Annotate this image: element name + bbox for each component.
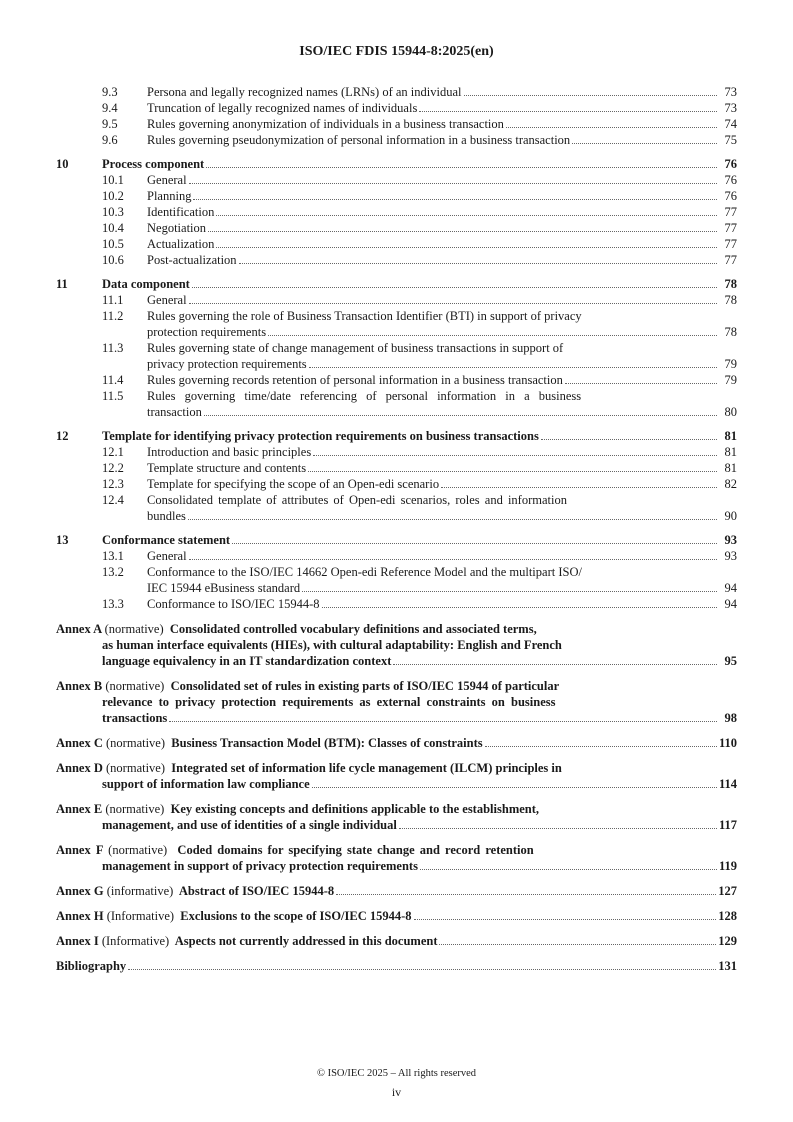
dot-leader	[169, 721, 717, 722]
dot-leader	[399, 828, 717, 829]
toc-entry[interactable]: 11.4 Rules governing records retention of personal information in a business transaction 79	[102, 373, 737, 387]
toc-annex-d[interactable]: Annex D (normative) Integrated set of information life cycle management (ILCM) principles in support of information law compliance 114	[56, 761, 737, 791]
dot-leader	[506, 127, 717, 128]
table-of-contents	[56, 84, 737, 974]
toc-annex-a[interactable]: Annex A (normative) Consolidated controlled vocabulary definitions and associated terms, as human interface equivalents (HIEs), with cultural adaptability: English and French language equivalency in an IT standardization context 95	[56, 622, 737, 668]
toc-entry[interactable]: 9.4 Truncation of legally recognized names of individuals 73	[102, 101, 737, 115]
dot-leader	[208, 231, 717, 232]
toc-annex-i[interactable]: Annex I (Informative) Aspects not currently addressed in this document 129	[56, 934, 737, 948]
dot-leader	[441, 487, 717, 488]
dot-leader	[312, 787, 717, 788]
dot-leader	[464, 95, 718, 96]
toc-clause-12	[56, 428, 737, 524]
dot-leader	[313, 455, 717, 456]
toc-entry[interactable]: 13.1 General 93	[102, 549, 737, 563]
toc-clause-11	[56, 276, 737, 420]
dot-leader	[216, 247, 717, 248]
dot-leader	[216, 215, 717, 216]
toc-bibliography[interactable]: Bibliography 131	[56, 959, 737, 973]
dot-leader	[439, 944, 716, 945]
toc-entry[interactable]: 12.1 Introduction and basic principles 81	[102, 445, 737, 459]
dot-leader	[189, 559, 717, 560]
dot-leader	[420, 869, 717, 870]
toc-annex-b[interactable]: Annex B (normative) Consolidated set of rules in existing parts of ISO/IEC 15944 of particular relevance to privacy protection requirements as external constraints on business transactions 98	[56, 679, 737, 725]
toc-entry[interactable]: 10 Process component 76	[56, 157, 737, 171]
dot-leader	[393, 664, 717, 665]
dot-leader	[193, 199, 717, 200]
toc-entry[interactable]: 13.3 Conformance to ISO/IEC 15944-8 94	[102, 597, 737, 611]
dot-leader	[541, 439, 717, 440]
dot-leader	[232, 543, 717, 544]
dot-leader	[189, 183, 717, 184]
toc-entry[interactable]: 11.1 General 78	[102, 293, 737, 307]
toc-entry[interactable]: 10.5 Actualization 77	[102, 237, 737, 251]
toc-entry[interactable]: 13.2 Conformance to the ISO/IEC 14662 Open-edi Reference Model and the multipart ISO/ IEC 15944 eBusiness standard 94	[102, 565, 737, 595]
toc-entry[interactable]: 12.2 Template structure and contents 81	[102, 461, 737, 475]
toc-annex-g[interactable]: Annex G (informative) Abstract of ISO/IEC 15944-8 127	[56, 884, 737, 898]
toc-entry[interactable]: 12.4 Consolidated template of attributes of Open-edi scenarios, roles and information bundles 90	[102, 493, 737, 523]
page-number: iv	[391, 1085, 402, 1099]
toc-clause-10	[56, 156, 737, 268]
dot-leader	[419, 111, 717, 112]
dot-leader	[572, 143, 717, 144]
dot-leader	[308, 471, 717, 472]
dot-leader	[239, 263, 717, 264]
document-header: ISO/IEC FDIS 15944-8:2025(en)	[299, 44, 494, 59]
dot-leader	[336, 894, 716, 895]
toc-annex-e[interactable]: Annex E (normative) Key existing concepts and definitions applicable to the establishment, management, and use of identities of a single individual 117	[56, 802, 737, 832]
toc-annex-f[interactable]: Annex F (normative) Coded domains for specifying state change and record retention management in support of privacy protection requirements 119	[56, 843, 737, 873]
toc-entry[interactable]: 9.3 Persona and legally recognized names (LRNs) of an individual 73	[102, 85, 737, 99]
dot-leader	[309, 367, 717, 368]
dot-leader	[414, 919, 717, 920]
toc-entry[interactable]: 12 Template for identifying privacy protection requirements on business transactions 81	[56, 429, 737, 443]
toc-clause-13	[56, 532, 737, 612]
toc-entry[interactable]: 10.2 Planning 76	[102, 189, 737, 203]
dot-leader	[485, 746, 717, 747]
dot-leader	[322, 607, 717, 608]
dot-leader	[189, 303, 717, 304]
toc-entry[interactable]: 12.3 Template for specifying the scope of an Open-edi scenario 82	[102, 477, 737, 491]
copyright-footer: © ISO/IEC 2025 – All rights reserved	[316, 1068, 477, 1079]
dot-leader	[188, 519, 717, 520]
dot-leader	[204, 415, 717, 416]
toc-entry[interactable]: 13 Conformance statement 93	[56, 533, 737, 547]
dot-leader	[206, 167, 717, 168]
toc-annex-h[interactable]: Annex H (Informative) Exclusions to the scope of ISO/IEC 15944-8 128	[56, 909, 737, 923]
toc-clause-9	[56, 84, 737, 148]
dot-leader	[192, 287, 717, 288]
toc-entry[interactable]: 10.1 General 76	[102, 173, 737, 187]
dot-leader	[268, 335, 717, 336]
toc-entry[interactable]: 10.4 Negotiation 77	[102, 221, 737, 235]
dot-leader	[565, 383, 717, 384]
toc-entry[interactable]: 9.5 Rules governing anonymization of individuals in a business transaction 74	[102, 117, 737, 131]
toc-entry[interactable]: 10.3 Identification 77	[102, 205, 737, 219]
toc-entry[interactable]: 11.5 Rules governing time/date referencing of personal information in a business transaction 80	[102, 389, 737, 419]
toc-entry[interactable]: 10.6 Post-actualization 77	[102, 253, 737, 267]
toc-annex-c[interactable]: Annex C (normative) Business Transaction Model (BTM): Classes of constraints 110	[56, 736, 737, 750]
toc-entry[interactable]: 11 Data component 78	[56, 277, 737, 291]
toc-entry[interactable]: 11.2 Rules governing the role of Business Transaction Identifier (BTI) in support of privacy protection requirements 78	[102, 309, 737, 339]
dot-leader	[302, 591, 717, 592]
dot-leader	[128, 969, 716, 970]
toc-entry[interactable]: 11.3 Rules governing state of change management of business transactions in support of privacy protection requirements 79	[102, 341, 737, 371]
toc-entry[interactable]: 9.6 Rules governing pseudonymization of personal information in a business transaction 75	[102, 133, 737, 147]
